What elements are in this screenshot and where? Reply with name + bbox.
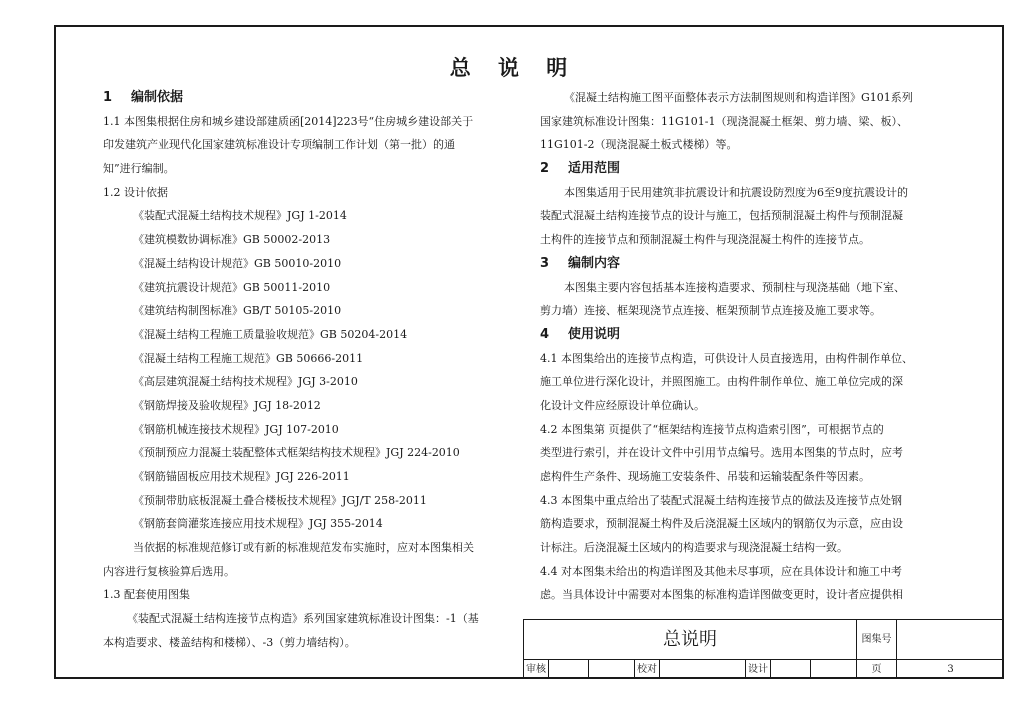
right-column	[540, 86, 940, 607]
page-number: 3	[947, 664, 954, 675]
text-line: 《建筑抗震设计规范》GB 50011-2010	[133, 280, 331, 294]
text-line: 《装配式混凝土结构技术规程》JGJ 1-2014	[133, 209, 347, 223]
review-name	[549, 660, 589, 679]
text-line: 《混凝土结构工程施工规范》GB 50666-2011	[133, 351, 364, 365]
text-line: 4.2 本图集第 页提供了“框架结构连接节点构造索引图”，可根据节点的	[540, 422, 884, 436]
section-heading	[540, 157, 940, 181]
text-line: 当依据的标准规范修订或有新的标准规范发布实施时，应对本图集相关	[133, 541, 474, 555]
review-signature	[589, 660, 635, 679]
text-line: 《钢筋焊接及验收规程》JGJ 18-2012	[133, 398, 321, 412]
text-line: 《混凝土结构工程施工质量验收规范》GB 50204-2014	[133, 327, 408, 341]
text-line: 1.3 配套使用图集	[103, 588, 190, 602]
text-line: 印发建筑产业现代化国家建筑标准设计专项编制工作计划（第一批）的通	[103, 138, 455, 152]
review-label: 审核	[524, 660, 549, 679]
design-name	[771, 660, 811, 679]
text-line: 《钢筋锚固板应用技术规程》JGJ 226-2011	[133, 470, 350, 483]
text-line: 虑构件生产条件、现场施工安装条件、吊装和运输装配条件等因素。	[540, 470, 870, 483]
section-title: 适用范围	[568, 161, 621, 177]
text-line: 《装配式混凝土结构连接节点构造》系列国家建筑标准设计图集：-1（基	[127, 612, 479, 626]
text-line: 土构件的连接节点和预制混凝土构件与现浇混凝土构件的连接节点。	[540, 233, 870, 247]
text-line: 11G101-2（现浇混凝土板式楼梯）等。	[540, 138, 738, 152]
text-line: 1.2 设计依据	[103, 185, 168, 199]
text-line: 本图集适用于民用建筑非抗震设计和抗震设防烈度为6至9度抗震设计的	[564, 185, 908, 199]
section-heading	[103, 86, 503, 110]
text-line: 《钢筋机械连接技术规程》JGJ 107-2010	[133, 422, 339, 436]
section-title: 使用说明	[568, 326, 621, 342]
text-line: 《建筑模数协调标准》GB 50002-2013	[133, 233, 331, 247]
text-line: 化设计文件应经原设计单位确认。	[540, 398, 705, 412]
text-line: 剪力墙）连接、框架现浇节点连接、框架预制节点连接及施工要求等。	[540, 304, 881, 318]
text-line: 虑。当具体设计中需要对本图集的标准构造详图做变更时，设计者应提供相	[540, 588, 903, 602]
atlas-number-value	[897, 620, 1004, 659]
text-line: 装配式混凝土结构连接节点的设计与施工，包括预制混凝土构件与预制混凝	[540, 209, 903, 223]
text-line: 4.1 本图集给出的连接节点构造，可供设计人员直接选用，由构件制作单位、	[540, 351, 913, 365]
text-line: 施工单位进行深化设计，并照图施工。由构件制作单位、施工单位完成的深	[540, 375, 903, 389]
text-line: 知”进行编制。	[103, 162, 175, 176]
text-line: 类型进行索引，并在设计文件中引用节点编号。选用本图集的节点时，应考	[540, 446, 903, 460]
text-line: 《高层建筑混凝土结构技术规程》JGJ 3-2010	[133, 375, 358, 389]
section-title: 编制内容	[568, 255, 621, 271]
left-column	[103, 86, 503, 655]
check-label: 校对	[635, 660, 660, 679]
section-number: 3	[540, 255, 550, 271]
text-line: 《钢筋套筒灌浆连接应用技术规程》JGJ 355-2014	[133, 517, 383, 531]
title-block	[523, 619, 1004, 679]
text-line: 1.1 本图集根据住房和城乡建设部建质函[2014]223号“住房城乡建设部关于	[103, 114, 474, 128]
section-title: 编制依据	[131, 90, 184, 105]
page-title: 总 说 明	[449, 56, 578, 80]
atlas-number-label: 图集号	[857, 620, 897, 659]
section-number: 2	[540, 161, 550, 177]
text-line: 4.3 本图集中重点给出了装配式混凝土结构连接节点的做法及连接节点处钢	[540, 493, 902, 507]
text-line: 国家建筑标准设计图集：11G101-1（现浇混凝土框架、剪力墙、梁、板）、	[540, 114, 908, 128]
page-label: 页	[857, 660, 897, 679]
text-line: 计标注。后浇混凝土区域内的构造要求与现浇混凝土结构一致。	[540, 541, 848, 555]
section-number: 4	[540, 326, 550, 342]
text-line: 4.4 对本图集未给出的构造详图及其他未尽事项，应在具体设计和施工中考	[540, 564, 902, 578]
text-line: 《混凝土结构设计规范》GB 50010-2010	[133, 256, 342, 270]
check-name	[660, 660, 746, 679]
text-line: 《建筑结构制图标准》GB/T 50105-2010	[133, 304, 342, 318]
text-line: 筋构造要求，预制混凝土构件及后浇混凝土区域内的钢筋仅为示意，应由设	[540, 517, 903, 531]
title-block-main-title: 总说明	[524, 620, 857, 659]
design-signature	[811, 660, 857, 679]
text-line: 本图集主要内容包括基本连接构造要求、预制柱与现浇基础（地下室、	[564, 280, 905, 294]
section-heading	[540, 323, 940, 347]
section-number: 1	[103, 90, 113, 105]
section-heading	[540, 252, 940, 276]
design-label: 设计	[746, 660, 771, 679]
text-line: 《预制带肋底板混凝土叠合楼板技术规程》JGJ/T 258-2011	[133, 493, 427, 507]
text-line: 《混凝土结构施工图平面整体表示方法制图规则和构造详图》G101系列	[564, 91, 913, 104]
text-line: 内容进行复核验算后选用。	[103, 564, 235, 578]
text-line: 《预制预应力混凝土装配整体式框架结构技术规程》JGJ 224-2010	[133, 446, 460, 460]
text-line: 本构造要求、楼盖结构和楼梯）、-3（剪力墙结构）。	[103, 635, 356, 649]
